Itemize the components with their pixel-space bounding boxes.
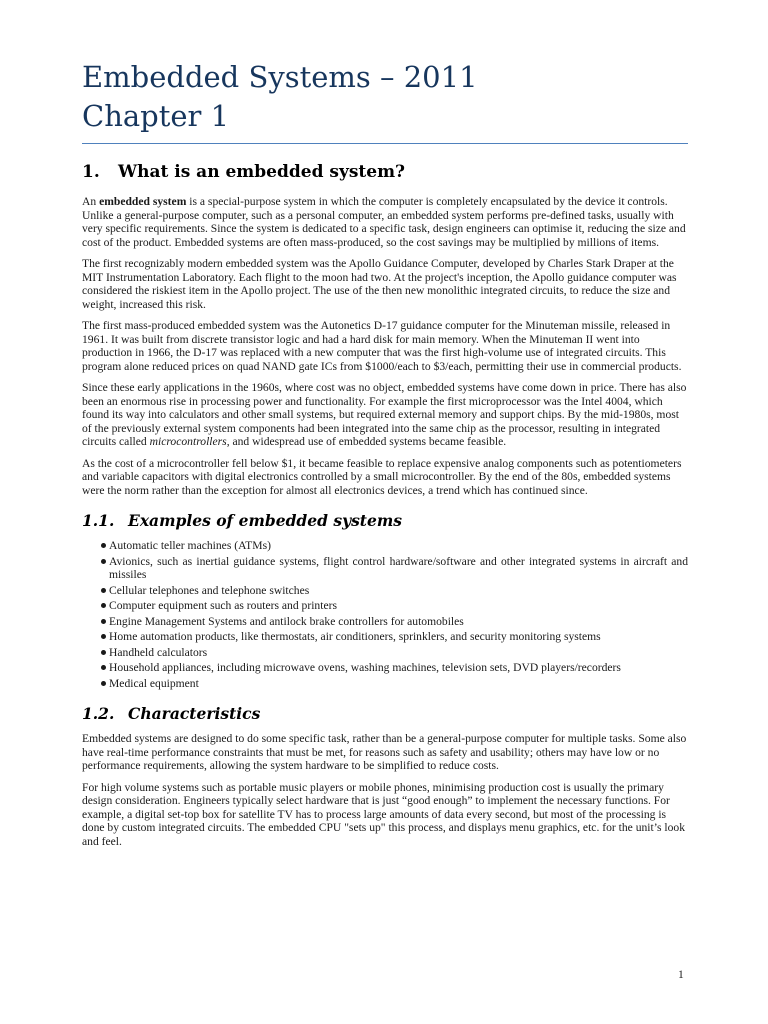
p4-lead: Since these early applications in the 1960s, where cost was no object, embedded systems have come down in price. There has also been an enormous rise in processing power and functionality. For example the first microprocessor was the Intel 4004, which found its way into calculators and other small systems, but required external memory and support chips. By the mid-1980s, most of the previously external system components had been integrated into the same chip as the processor, resulting in integrated circuits called <box>82 381 687 448</box>
section-1-paragraph-1 <box>82 195 688 249</box>
section-1-2-paragraph-1: Embedded systems are designed to do some specific task, rather than be a general-purpose computer for multiple tasks. Some also have real-time performance constraints that must be met, for reasons such as safety and usability; others may have low or no performance requirements, allowing the system hardware to be simplified to reduce costs. <box>82 732 687 772</box>
section-1-1-heading <box>82 511 688 531</box>
examples-list <box>82 539 688 690</box>
page-number: 1 <box>678 968 684 981</box>
list-item: Cellular telephones and telephone switches <box>82 584 688 598</box>
page-content <box>82 58 688 856</box>
list-item: Home automation products, like thermostats, air conditioners, sprinklers, and security monitoring systems <box>82 630 688 644</box>
section-1-number: 1. <box>82 162 100 182</box>
title-divider <box>82 143 688 144</box>
section-1-paragraph-2: The first recognizably modern embedded system was the Apollo Guidance Computer, developed by Charles Stark Draper at the MIT Instrumentation Laboratory. Each flight to the moon had two. At the project's inception, the Apollo guidance computer was considered the riskiest item in the Apollo project. The use of the then new monolithic integrated circuits, to reduce the size and weight, increased this risk. <box>82 257 677 311</box>
title-line-1: Embedded Systems – 2011 <box>82 60 478 94</box>
section-1-2-number: 1.2. <box>82 704 115 723</box>
section-1-paragraph-5: As the cost of a microcontroller fell below $1, it became feasible to replace expensive analog components such as potentiometers and variable capacitors with digital electronics controlled by a small microcontroller. By the end of the 80s, embedded systems were the norm rather than the exception for almost all electronics devices, a trend which has continued since. <box>82 456 682 497</box>
microcontrollers-term: microcontrollers <box>149 435 227 448</box>
section-1-1-title: Examples of embedded systems <box>128 511 402 530</box>
list-item: Automatic teller machines (ATMs) <box>82 539 688 553</box>
list-item: Medical equipment <box>82 677 688 691</box>
embedded-system-term: embedded system <box>99 195 187 208</box>
p1-lead: An <box>82 195 100 208</box>
list-item: Computer equipment such as routers and printers <box>82 599 688 613</box>
section-1-2-heading <box>82 704 688 724</box>
list-item: Handheld calculators <box>82 646 688 660</box>
list-item: Avionics, such as inertial guidance systems, flight control hardware/software and other integrated systems in aircraft and missiles <box>82 555 688 582</box>
title-line-2: Chapter 1 <box>82 99 230 133</box>
list-item: Engine Management Systems and antilock brake controllers for automobiles <box>82 615 688 629</box>
section-1-paragraph-3: The first mass-produced embedded system was the Autonetics D-17 guidance computer for the Minuteman missile, released in 1961. It was built from discrete transistor logic and had a hard disk for main memory. When the Minuteman II went into production in 1966, the D-17 was replaced with a new computer that was the first high-volume use of integrated circuits. This program alone reduced prices on quad NAND gate ICs from $1000/each to $3/each, permitting their use in commercial products. <box>82 319 682 373</box>
list-item: Household appliances, including microwave ovens, washing machines, television sets, DVD players/recorders <box>82 661 688 675</box>
section-1-1-number: 1.1. <box>82 511 115 530</box>
section-1-title: What is an embedded system? <box>118 162 406 182</box>
p4-rest: , and widespread use of embedded systems became feasible. <box>226 435 507 448</box>
document-title <box>82 58 688 136</box>
section-1-paragraph-4 <box>82 381 688 449</box>
section-1-heading <box>82 161 688 183</box>
section-1-2-title: Characteristics <box>128 704 261 723</box>
section-1-2-paragraph-2: For high volume systems such as portable music players or mobile phones, minimising production cost is usually the primary design consideration. Engineers typically select hardware that is just “good enough” to implement the necessary functions. For example, a digital set-top box for satellite TV has to process large amounts of data every second, but most of the processing is done by custom integrated circuits. The embedded CPU "sets up" this process, and displays menu graphics, etc. for the unit’s look and feel. <box>82 780 685 848</box>
p1-rest: is a special-purpose system in which the computer is completely encapsulated by the device it controls. Unlike a general-purpose computer, such as a personal computer, an embedded system performs pre-defined tasks, usually with very specific requirements. Since the system is dedicated to a specific task, design engineers can optimise it, reducing the size and cost of the product. Embedded systems are often mass-produced, so the cost savings may be multiplied by millions of items. <box>82 195 686 249</box>
